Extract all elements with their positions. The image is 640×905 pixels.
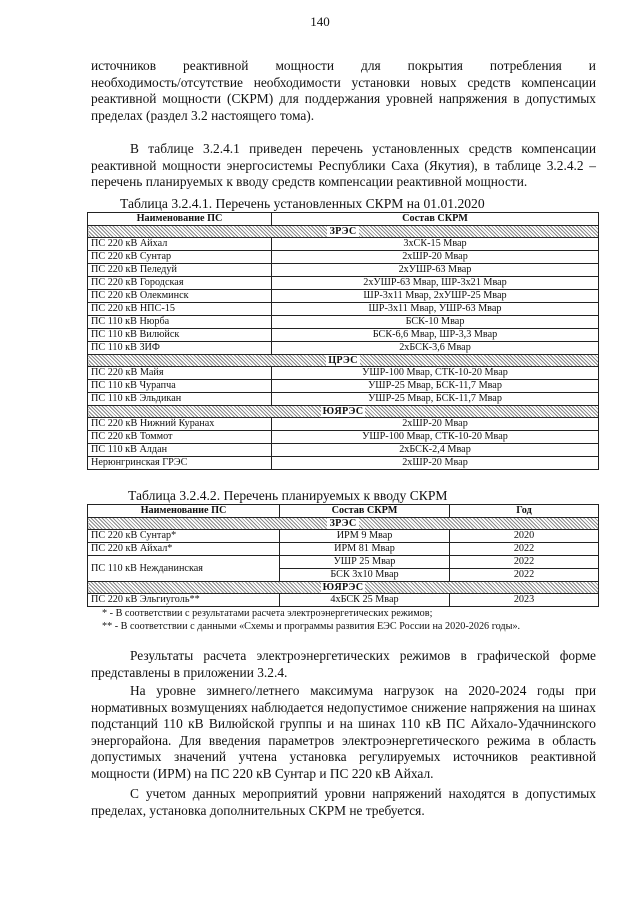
equipment-cell: 2хШР-20 Мвар: [272, 457, 599, 470]
table-row: [88, 238, 599, 251]
group-row: [88, 355, 599, 367]
intro-line-1: [91, 58, 596, 75]
group-row: [88, 518, 599, 530]
table-row: [88, 277, 599, 290]
equipment-cell: УШР-25 Мвар, БСК-11,7 Мвар: [272, 380, 599, 393]
table2: [87, 504, 599, 607]
equipment-cell: 2хБСК-3,6 Мвар: [272, 342, 599, 355]
equipment-cell: БСК-10 Мвар: [272, 316, 599, 329]
table-row: [88, 556, 599, 569]
equipment-cell: 3хСК-15 Мвар: [272, 238, 599, 251]
table-row: [88, 329, 599, 342]
table-row: [88, 316, 599, 329]
substation-cell: ПС 220 кВ Томмот: [88, 431, 272, 444]
table2-header-year: Год: [450, 505, 599, 518]
table1-header-equipment: Состав СКРМ: [272, 213, 599, 226]
substation-cell: ПС 220 кВ Нижний Куранах: [88, 418, 272, 431]
equipment-cell: 2хУШР-63 Мвар: [272, 264, 599, 277]
table-row: [88, 543, 599, 556]
substation-cell: ПС 220 кВ Майя: [88, 367, 272, 380]
table-row: [88, 251, 599, 264]
table-row: [88, 444, 599, 457]
table2-caption: Таблица 3.2.4.2. Перечень планируемых к вводу СКРМ: [128, 488, 448, 503]
equipment-cell: ШР-3х11 Мвар, УШР-63 Мвар: [272, 303, 599, 316]
table-row: [88, 367, 599, 380]
substation-cell: ПС 220 кВ Олекминск: [88, 290, 272, 303]
group-name: ЮЯРЭС: [322, 582, 364, 593]
equipment-cell: 2хШР-20 Мвар: [272, 418, 599, 431]
year-cell: 2022: [450, 569, 599, 582]
table1-caption: Таблица 3.2.4.1. Перечень установленных СКРМ на 01.01.2020: [120, 196, 485, 211]
substation-cell: ПС 110 кВ Вилюйск: [88, 329, 272, 342]
table2-note-1: * - В соответствии с результатами расчета электроэнергетических режимов;: [102, 608, 433, 619]
table2-header-equipment: Состав СКРМ: [280, 505, 450, 518]
intro-word: потребления: [489, 58, 562, 73]
group-cell: [88, 355, 599, 367]
table-row: [88, 290, 599, 303]
equipment-cell: 2хШР-20 Мвар: [272, 251, 599, 264]
intro-word: реактивной: [183, 58, 249, 73]
group-name: ЮЯРЭС: [322, 406, 364, 417]
table2-header-name: Наименование ПС: [88, 505, 280, 518]
equipment-cell: БСК-6,6 Мвар, ШР-3,3 Мвар: [272, 329, 599, 342]
page-number: 140: [310, 14, 330, 29]
group-row: [88, 582, 599, 594]
substation-cell: ПС 110 кВ Нюрба: [88, 316, 272, 329]
table-row: [88, 418, 599, 431]
year-cell: 2020: [450, 530, 599, 543]
equipment-cell: ИРМ 9 Мвар: [280, 530, 450, 543]
substation-cell: ПС 110 кВ Чурапча: [88, 380, 272, 393]
table2-notes: [91, 607, 520, 633]
intro-word: для: [361, 58, 381, 73]
equipment-cell: 4хБСК 25 Мвар: [280, 594, 450, 607]
substation-cell: ПС 220 кВ НПС-15: [88, 303, 272, 316]
substation-cell: ПС 110 кВ Нежданинская: [88, 556, 280, 582]
results-paragraph-2: На уровне зимнего/летнего максимума нагрузок на 2020-2024 годы при нормативных возмущениях наблюдается недопустимое снижение напряжения на шинах подстанций 110 кВ Вилюйской группы и на шинах 110 кВ ПС Айхало-Удачнинского энергорайона. Для введения параметров электроэнергетического режима в область допустимых значений учтена установка регулируемых источников реактивной мощности (ИРМ) на ПС 220 кВ Сунтар и ПС 220 кВ Айхал.: [91, 683, 596, 781]
substation-cell: ПС 220 кВ Сунтар*: [88, 530, 280, 543]
intro-word: и: [588, 58, 596, 73]
intro-paragraph-1: [91, 58, 596, 124]
substation-cell: ПС 220 кВ Городская: [88, 277, 272, 290]
equipment-cell: ИРМ 81 Мвар: [280, 543, 450, 556]
intro-word: источников: [91, 58, 157, 73]
group-cell: [88, 226, 599, 238]
table-row: [88, 431, 599, 444]
substation-cell: ПС 220 кВ Эльгиуголь**: [88, 594, 280, 607]
group-cell: [88, 582, 599, 594]
table-row: [88, 342, 599, 355]
equipment-cell: УШР-100 Мвар, СТК-10-20 Мвар: [272, 431, 599, 444]
equipment-cell: 2хБСК-2,4 Мвар: [272, 444, 599, 457]
table-row: [88, 594, 599, 607]
group-row: [88, 226, 599, 238]
substation-cell: Нерюнгринская ГРЭС: [88, 457, 272, 470]
substation-cell: ПС 110 кВ Эльдикан: [88, 393, 272, 406]
intro-word: мощности: [275, 58, 335, 73]
table1-header-name: Наименование ПС: [88, 213, 272, 226]
substation-cell: ПС 110 кВ ЗИФ: [88, 342, 272, 355]
intro-paragraph-1-rest: необходимость/отсутствие необходимости установки новых средств компенсации реактивной мощности (СКРМ) для поддержания уровней напряжения в допустимых пределах (раздел 3.2 настоящего тома).: [91, 74, 596, 123]
equipment-cell: УШР-25 Мвар, БСК-11,7 Мвар: [272, 393, 599, 406]
group-row: [88, 406, 599, 418]
table1: [87, 212, 599, 470]
substation-cell: ПС 220 кВ Айхал: [88, 238, 272, 251]
substation-cell: ПС 220 кВ Пеледуй: [88, 264, 272, 277]
year-cell: 2022: [450, 556, 599, 569]
table2-note-2: ** - В соответствии с данными «Схемы и программы развития ЕЭС России на 2020-2026 годы».: [102, 621, 521, 632]
table-row: [88, 303, 599, 316]
equipment-cell: 2хУШР-63 Мвар, ШР-3х21 Мвар: [272, 277, 599, 290]
intro-word: покрытия: [407, 58, 463, 73]
results-paragraph-3: С учетом данных мероприятий уровни напряжений находятся в допустимых пределах, установка дополнительных СКРМ не требуется.: [91, 786, 596, 818]
table-row: [88, 530, 599, 543]
equipment-cell: БСК 3х10 Мвар: [280, 569, 450, 582]
substation-cell: ПС 220 кВ Сунтар: [88, 251, 272, 264]
table-row: [88, 457, 599, 470]
group-cell: [88, 406, 599, 418]
equipment-cell: УШР-100 Мвар, СТК-10-20 Мвар: [272, 367, 599, 380]
equipment-cell: УШР 25 Мвар: [280, 556, 450, 569]
table-row: [88, 393, 599, 406]
results-paragraph-1: Результаты расчета электроэнергетических режимов в графической форме представлены в приложении 3.2.4.: [91, 648, 596, 680]
group-name: ЦРЭС: [328, 355, 358, 366]
table-row: [88, 380, 599, 393]
substation-cell: ПС 110 кВ Алдан: [88, 444, 272, 457]
group-name: ЗРЭС: [329, 518, 357, 529]
group-name: ЗРЭС: [329, 226, 357, 237]
intro-paragraph-2: В таблице 3.2.4.1 приведен перечень установленных средств компенсации реактивной мощности энергосистемы Республики Саха (Якутия), в таблице 3.2.4.2 – перечень планируемых к вводу средств компенсации реактивной мощности.: [91, 141, 596, 190]
year-cell: 2023: [450, 594, 599, 607]
equipment-cell: ШР-3х11 Мвар, 2хУШР-25 Мвар: [272, 290, 599, 303]
group-cell: [88, 518, 599, 530]
year-cell: 2022: [450, 543, 599, 556]
substation-cell: ПС 220 кВ Айхал*: [88, 543, 280, 556]
table-row: [88, 264, 599, 277]
